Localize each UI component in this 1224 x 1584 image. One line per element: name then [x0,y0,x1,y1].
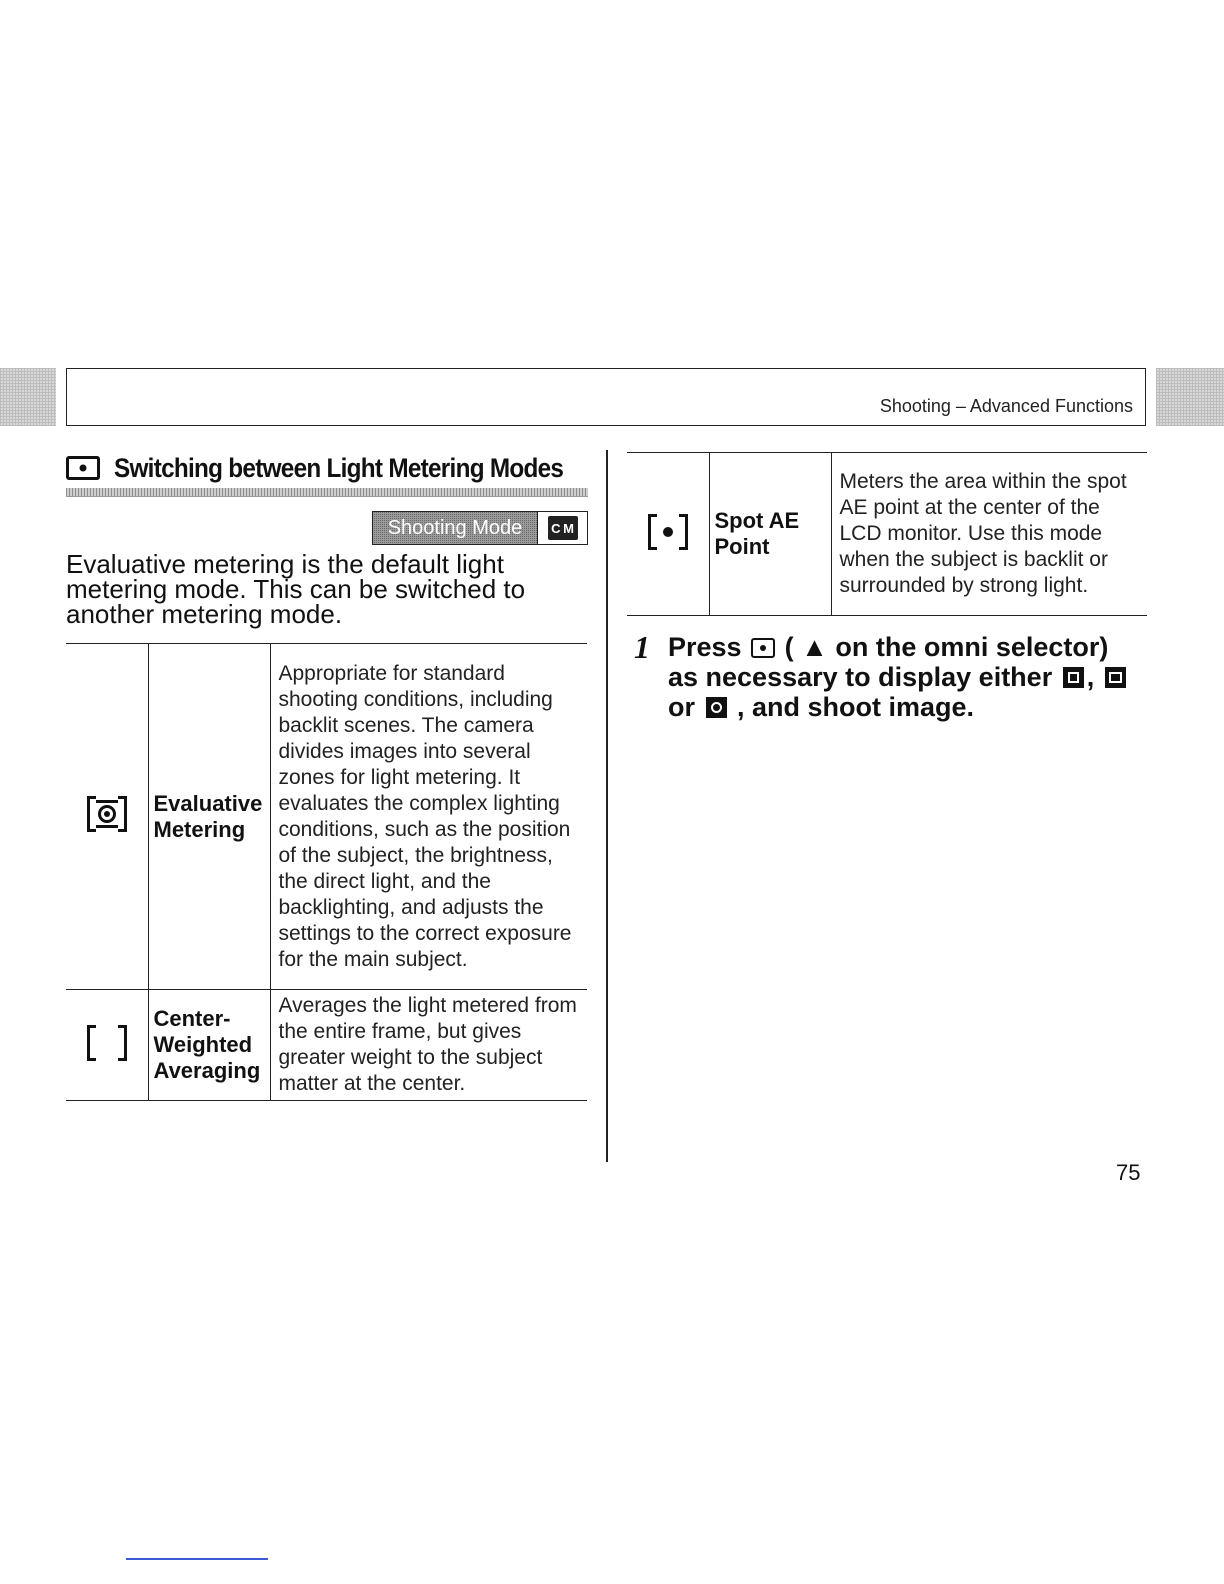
table-row [66,990,587,1101]
title-rule [66,488,588,497]
metering-icon-cell [66,990,148,1101]
section-title [66,448,588,488]
step-instruction [668,632,1134,722]
metering-mode-table [66,643,587,1101]
up-arrow-icon: ▲ [801,632,828,662]
step-1 [634,629,1134,722]
evaluative-metering-icon [87,796,127,832]
metering-mode-description: Appropriate for standard shooting conditions, including backlit scenes. The camera divides images into several zones for light metering. It evaluates the complex lighting conditions, such as the position of the subject, the brightness, the direct light, and the backlighting, and adjusts the settings to the correct exposure for the main subject. [270,644,587,990]
header-section-label: Shooting – Advanced Functions [879,396,1133,416]
step-text: Press [668,632,742,662]
metering-mode-description: Meters the area within the spot AE point at the center of the LCD monitor. Use this mode when the subject is backlit or surrounded by strong light. [831,453,1147,616]
metering-icon-cell [66,644,148,990]
page-number: 75 [1116,1160,1141,1185]
step-text: on the omni selector) as necessary to display either [668,632,1109,692]
table-row [66,644,587,990]
spot-ae-point-icon [648,514,688,550]
step-text: ( [784,632,794,662]
spot-mode-icon [706,697,727,718]
manual-mode-icon: C M [548,516,578,540]
column-divider [606,450,608,1162]
metering-mode-description: Averages the light metered from the entire frame, but gives greater weight to the subject matter at the center. [270,990,587,1101]
step-text: , and shoot image. [737,692,975,722]
header-tab-right [1156,368,1224,426]
section-title-text: Switching between Light Metering Modes [114,452,564,483]
spot-metering-table [627,452,1147,616]
center-weighted-averaging-icon [87,1025,127,1061]
step-text: , [1086,662,1095,692]
page-header [66,368,1146,426]
table-row [627,453,1147,616]
step-text: or [668,692,695,722]
shooting-mode-badge [372,511,588,545]
header-tab-left [0,368,56,426]
step-number: 1 [634,629,650,665]
shooting-mode-label: Shooting Mode [373,512,538,544]
shooting-mode-icon-cell [538,512,587,544]
metering-mode-name: Spot AE Point [709,453,831,616]
footer-line [126,1558,268,1560]
center-weighted-mode-icon [1105,667,1126,688]
metering-icon [66,456,100,480]
metering-mode-name: Center-Weighted Averaging [148,990,270,1101]
metering-mode-name: Evaluative Metering [148,644,270,990]
intro-paragraph: Evaluative metering is the default light metering mode. This can be switched to another metering mode. [66,549,526,629]
evaluative-mode-icon [1063,667,1084,688]
metering-icon-cell [627,453,709,616]
metering-button-icon [751,638,775,658]
